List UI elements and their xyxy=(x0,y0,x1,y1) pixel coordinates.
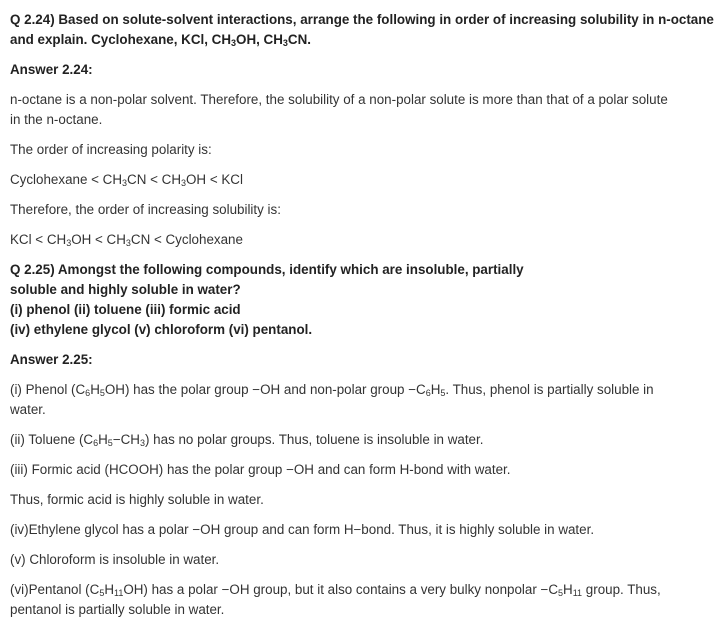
heading-line xyxy=(10,10,714,30)
subscript: 5 xyxy=(440,388,446,398)
text-run: OH) has a polar −OH group, but it also contains a very bulky nonpolar −C xyxy=(123,582,559,597)
subscript: 3 xyxy=(282,38,288,48)
text-run: ) has no polar groups. Thus, toluene is insoluble in water. xyxy=(145,432,484,447)
body-text-line xyxy=(10,230,243,250)
body-text-line xyxy=(10,460,510,480)
text-run: H xyxy=(430,382,441,397)
body-text-line xyxy=(10,550,219,570)
body-text-line xyxy=(10,200,281,220)
heading-line xyxy=(10,30,311,50)
text-run: The order of increasing polarity is: xyxy=(10,142,212,157)
text-run: (iii) Formic acid (HCOOH) has the polar group −OH and can form H-bond with water. xyxy=(10,462,511,477)
text-run: Q 2.24) Based on solute-solvent interactions, arrange the following in order of increasing solubility in n-octane xyxy=(10,12,714,27)
subscript: 5 xyxy=(107,438,113,448)
subscript: 3 xyxy=(231,38,237,48)
text-run: CN < Cyclohexane xyxy=(130,232,243,247)
text-run: (i) Phenol (C xyxy=(10,382,86,397)
text-run: CN < CH xyxy=(127,172,181,187)
body-text-line xyxy=(10,520,594,540)
text-run: Answer 2.24: xyxy=(10,62,93,77)
subscript: 3 xyxy=(125,238,131,248)
text-run: (iv)Ethylene glycol has a polar −OH group and can form H−bond. Thus, it is highly soluble in water. xyxy=(10,522,595,537)
subscript: 3 xyxy=(122,178,128,188)
text-run: H xyxy=(563,582,573,597)
text-run: n-octane is a non-polar solvent. Therefore, the solubility of a non-polar solute is more than that of a polar solute xyxy=(10,92,668,107)
body-text-line xyxy=(10,600,224,620)
heading-line xyxy=(10,350,93,370)
subscript: 5 xyxy=(99,588,105,598)
body-text-line xyxy=(10,580,661,600)
text-run: . Thus, phenol is partially soluble in xyxy=(445,382,654,397)
text-run: soluble and highly soluble in water? xyxy=(10,282,241,297)
subscript: 5 xyxy=(558,588,564,598)
text-run: in the n-octane. xyxy=(10,112,103,127)
text-run: Therefore, the order of increasing solubility is: xyxy=(10,202,281,217)
text-run: and explain. Cyclohexane, KCl, CH xyxy=(10,32,232,47)
body-text-line xyxy=(10,170,243,190)
text-run: CN. xyxy=(287,32,311,47)
text-run: OH < KCl xyxy=(186,172,243,187)
text-run: OH < CH xyxy=(71,232,126,247)
text-run: (iv) ethylene glycol (v) chloroform (vi) pentanol. xyxy=(10,322,313,337)
text-run: H xyxy=(104,582,114,597)
heading-line xyxy=(10,300,241,320)
subscript: 11 xyxy=(572,588,583,598)
text-run: Thus, formic acid is highly soluble in water. xyxy=(10,492,264,507)
text-run: (ii) Toluene (C xyxy=(10,432,94,447)
subscript: 6 xyxy=(425,388,431,398)
heading-line xyxy=(10,280,241,300)
text-run: OH) has the polar group −OH and non-polar group −C xyxy=(104,382,426,397)
subscript: 3 xyxy=(139,438,145,448)
subscript: 3 xyxy=(66,238,72,248)
text-run: Cyclohexane < CH xyxy=(10,172,123,187)
heading-line xyxy=(10,60,93,80)
text-run: Answer 2.25: xyxy=(10,352,93,367)
text-run: (vi)Pentanol (C xyxy=(10,582,100,597)
body-text-line xyxy=(10,110,102,130)
subscript: 11 xyxy=(114,588,124,598)
text-run: −CH xyxy=(112,432,140,447)
text-run: OH, CH xyxy=(236,32,283,47)
text-run: Q 2.25) Amongst the following compounds, identify which are insoluble, partially xyxy=(10,262,524,277)
text-run: KCl < CH xyxy=(10,232,67,247)
text-run: water. xyxy=(10,402,46,417)
subscript: 6 xyxy=(93,438,99,448)
text-run: (i) phenol (ii) toluene (iii) formic acid xyxy=(10,302,241,317)
text-run: H xyxy=(98,432,108,447)
body-text-line xyxy=(10,400,46,420)
subscript: 6 xyxy=(85,388,91,398)
text-run: (v) Chloroform is insoluble in water. xyxy=(10,552,220,567)
body-text-line xyxy=(10,90,668,110)
text-run: H xyxy=(90,382,100,397)
body-text-line xyxy=(10,490,264,510)
heading-line xyxy=(10,320,312,340)
text-run: group. Thus, xyxy=(582,582,661,597)
subscript: 3 xyxy=(181,178,187,188)
body-text-line xyxy=(10,430,483,450)
heading-line xyxy=(10,260,524,280)
subscript: 5 xyxy=(99,388,105,398)
body-text-line xyxy=(10,140,212,160)
body-text-line xyxy=(10,380,654,400)
text-run: pentanol is partially soluble in water. xyxy=(10,602,225,617)
